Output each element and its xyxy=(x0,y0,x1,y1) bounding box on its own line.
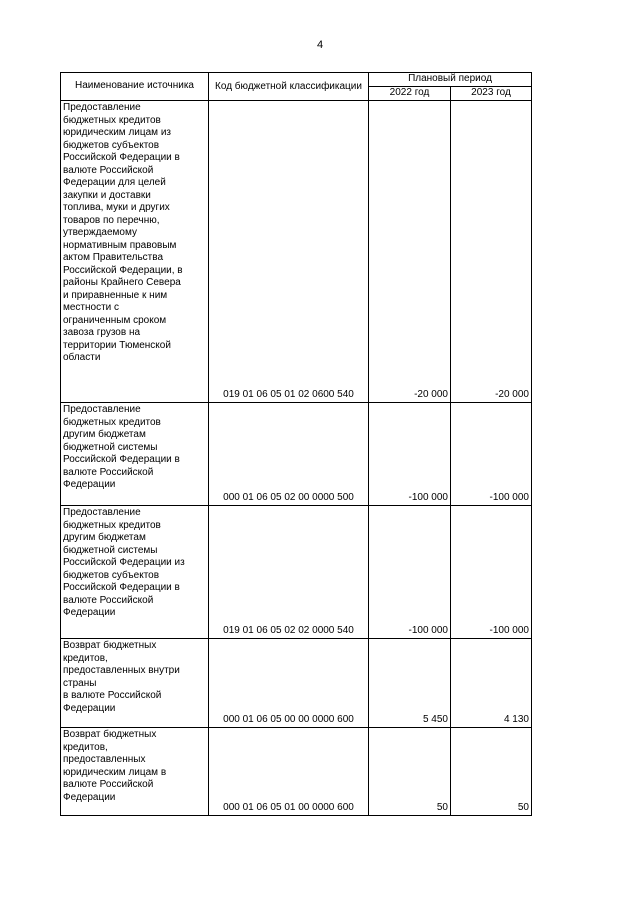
amount-2023-cell: 4 130 xyxy=(451,639,532,728)
table-row xyxy=(61,506,532,639)
amount-2023-cell: -100 000 xyxy=(451,403,532,506)
amount-2022-cell: 50 xyxy=(369,728,451,816)
amount-2023-cell: -100 000 xyxy=(451,506,532,639)
source-name-cell: Предоставление бюджетных кредитов другим бюджетам бюджетной системы Российской Федерации в валюте Российской Федерации xyxy=(61,403,209,506)
amount-2022-cell: -100 000 xyxy=(369,506,451,639)
header-year-2022: 2022 год xyxy=(369,87,451,101)
amount-2022-cell: -20 000 xyxy=(369,101,451,403)
header-source-name: Наименование источника xyxy=(61,73,209,101)
header-planned-period: Плановый период xyxy=(369,73,532,87)
amount-2023-cell: 50 xyxy=(451,728,532,816)
amount-2022-cell: 5 450 xyxy=(369,639,451,728)
table-row xyxy=(61,728,532,816)
budget-code-cell: 019 01 06 05 01 02 0600 540 xyxy=(209,101,369,403)
table-row xyxy=(61,403,532,506)
source-name-cell: Возврат бюджетных кредитов, предоставленных юридическим лицам в валюте Российской Федерации xyxy=(61,728,209,816)
budget-code-cell: 000 01 06 05 00 00 0000 600 xyxy=(209,639,369,728)
source-name-cell: Возврат бюджетных кредитов, предоставленных внутри страны в валюте Российской Федерации xyxy=(61,639,209,728)
source-name-cell: Предоставление бюджетных кредитов юридическим лицам из бюджетов субъектов Российской Федерации в валюте Российской Федерации для целей закупки и доставки топлива, муки и других товаров по перечню, утверждаемому нормативным правовым актом Правительства Российской Федерации, в районы Крайнего Севера и приравненные к ним местности с ограниченным сроком завоза грузов на территории Тюменской области xyxy=(61,101,209,403)
source-name-cell: Предоставление бюджетных кредитов другим бюджетам бюджетной системы Российской Федерации из бюджетов субъектов Российской Федерации в валюте Российской Федерации xyxy=(61,506,209,639)
page-number: 4 xyxy=(316,39,324,51)
table-row xyxy=(61,101,532,403)
amount-2023-cell: -20 000 xyxy=(451,101,532,403)
budget-code-cell: 019 01 06 05 02 02 0000 540 xyxy=(209,506,369,639)
budget-code-cell: 000 01 06 05 02 00 0000 500 xyxy=(209,403,369,506)
amount-2022-cell: -100 000 xyxy=(369,403,451,506)
header-year-2023: 2023 год xyxy=(451,87,532,101)
budget-sources-table xyxy=(60,72,532,816)
budget-code-cell: 000 01 06 05 01 00 0000 600 xyxy=(209,728,369,816)
table-row xyxy=(61,639,532,728)
header-budget-code: Код бюджетной классификации xyxy=(209,73,369,101)
